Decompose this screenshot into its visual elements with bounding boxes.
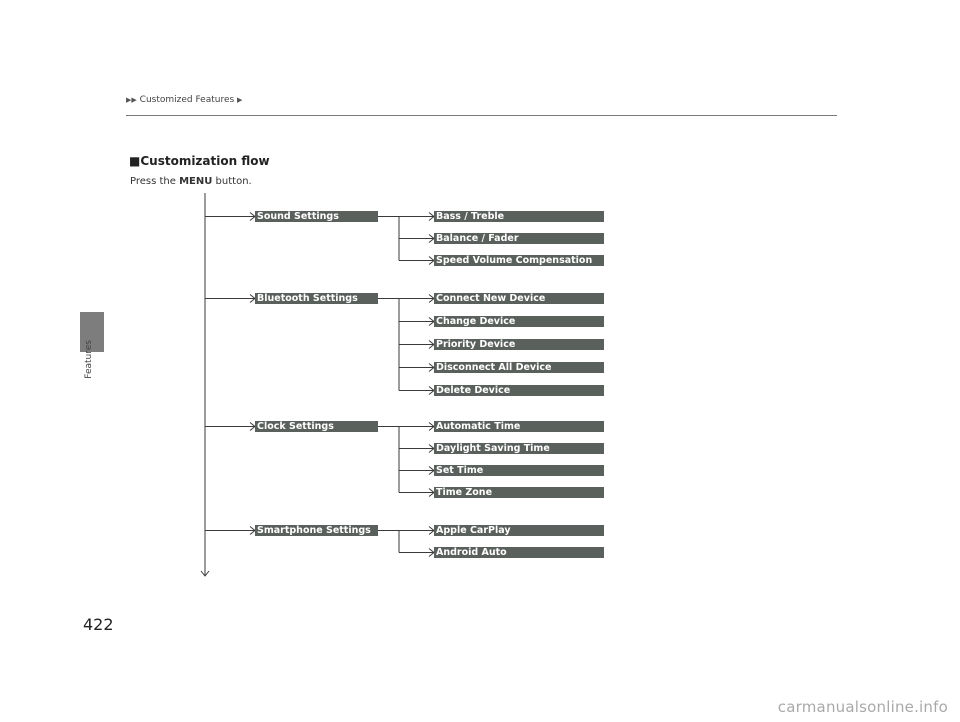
submenu-item: Change Device xyxy=(434,316,604,327)
submenu-item: Disconnect All Device xyxy=(434,362,604,373)
submenu-item: Speed Volume Compensation xyxy=(434,255,604,266)
section-tab-label: Features xyxy=(84,340,94,379)
submenu-item: Automatic Time xyxy=(434,421,604,432)
menu-item-0: Sound Settings xyxy=(255,211,378,222)
section-title-text: Customization flow xyxy=(140,154,270,168)
submenu-item: Balance / Fader xyxy=(434,233,604,244)
submenu-item: Connect New Device xyxy=(434,293,604,304)
page-number: 422 xyxy=(83,615,114,634)
submenu-item: Bass / Treble xyxy=(434,211,604,222)
submenu-item: Set Time xyxy=(434,465,604,476)
submenu-item: Priority Device xyxy=(434,339,604,350)
breadcrumb-label: Customized Features xyxy=(139,95,235,105)
section-marker-icon: ■ xyxy=(129,154,141,168)
instruction-suffix: button. xyxy=(212,176,252,187)
menu-key-label: MENU xyxy=(179,176,213,187)
menu-item-1: Bluetooth Settings xyxy=(255,293,378,304)
submenu-item: Time Zone xyxy=(434,487,604,498)
submenu-item: Apple CarPlay xyxy=(434,525,604,536)
breadcrumb-arrow-icon: ▶ xyxy=(237,96,243,104)
menu-item-2: Clock Settings xyxy=(255,421,378,432)
breadcrumb-arrow-icon: ▶▶ xyxy=(126,96,137,104)
instruction-prefix: Press the xyxy=(130,176,180,187)
submenu-item: Daylight Saving Time xyxy=(434,443,604,454)
submenu-item: Android Auto xyxy=(434,547,604,558)
watermark: carmanualsonline.info xyxy=(777,698,948,716)
menu-item-3: Smartphone Settings xyxy=(255,525,378,536)
submenu-item: Delete Device xyxy=(434,385,604,396)
